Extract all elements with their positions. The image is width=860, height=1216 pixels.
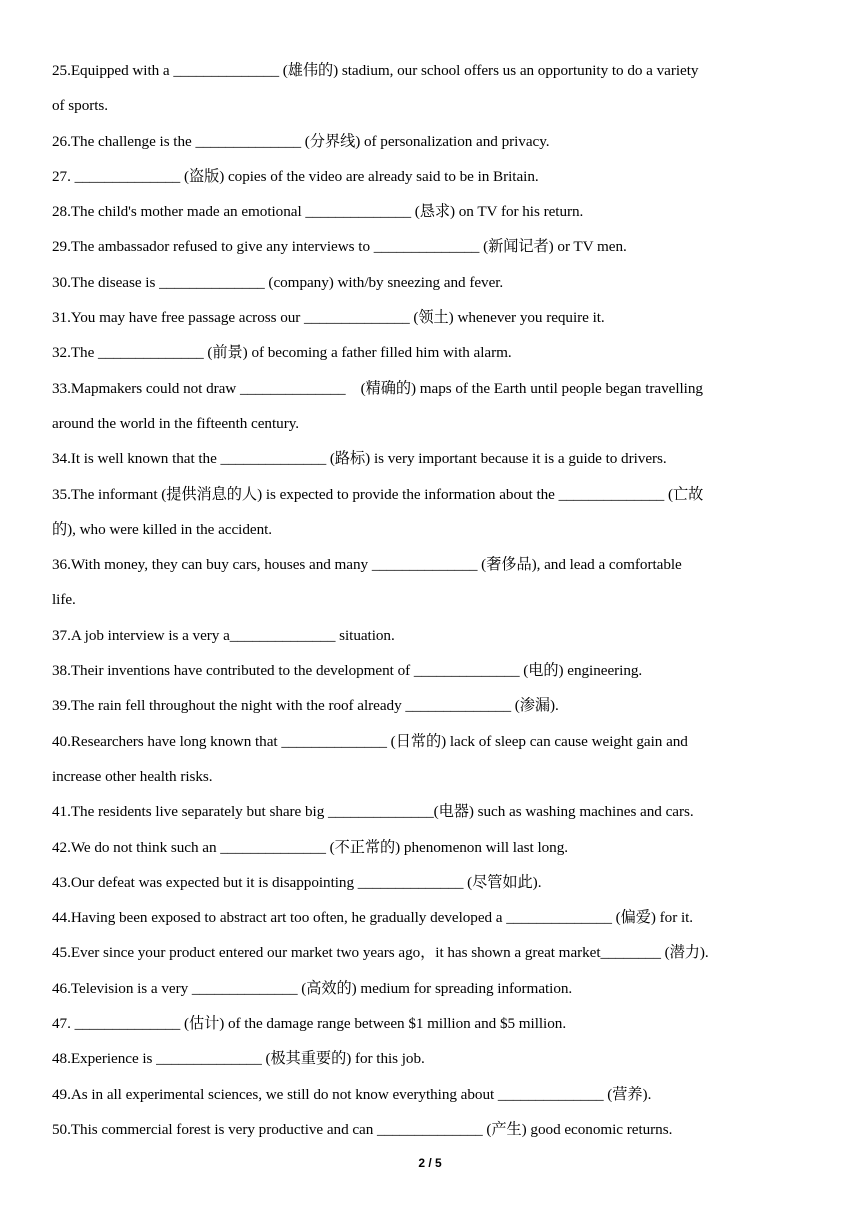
- text-line: 47. ______________ (估计) of the damage range between $1 million and $5 million.: [52, 1015, 567, 1033]
- text-line: 39.The rain fell throughout the night with the roof already ______________ (渗漏).: [52, 697, 559, 715]
- text-line: 32.The ______________ (前景) of becoming a father filled him with alarm.: [52, 344, 512, 362]
- text-line: 33.Mapmakers could not draw ______________ (精确的) maps of the Earth until people began travelling: [52, 379, 703, 397]
- text-line: 26.The challenge is the ______________ (分界线) of personalization and privacy.: [52, 132, 550, 150]
- text-line: 46.Television is a very ______________ (高效的) medium for spreading information.: [52, 979, 573, 997]
- text-line: around the world in the fifteenth century.: [52, 414, 300, 432]
- text-line: 40.Researchers have long known that ______________ (日常的) lack of sleep can cause weight gain and: [52, 732, 688, 750]
- page-number: 2 / 5: [418, 1156, 442, 1170]
- text-line: 36.With money, they can buy cars, houses and many ______________ (奢侈品), and lead a comfortable: [52, 556, 682, 574]
- text-line: 28.The child's mother made an emotional ______________ (恳求) on TV for his return.: [52, 203, 584, 221]
- text-line: 31.You may have free passage across our ______________ (领土) whenever you require it.: [52, 309, 605, 327]
- text-line: 30.The disease is ______________ (company) with/by sneezing and fever.: [52, 273, 504, 291]
- text-line: 27. ______________ (盗版) copies of the video are already said to be in Britain.: [52, 167, 539, 185]
- text-line: 37.A job interview is a very a______________ situation.: [52, 626, 395, 644]
- text-line: 38.Their inventions have contributed to the development of ______________ (电的) engineering.: [52, 662, 643, 680]
- text-line: 25.Equipped with a ______________ (雄伟的) stadium, our school offers us an opportunity to do a variety: [52, 62, 699, 79]
- text-line: 42.We do not think such an ______________ (不正常的) phenomenon will last long.: [52, 838, 568, 856]
- text-line: increase other health risks.: [52, 767, 213, 785]
- text-line: 29.The ambassador refused to give any interviews to ______________ (新闻记者) or TV men.: [52, 238, 627, 256]
- text-line: life.: [52, 591, 76, 609]
- text-line: 48.Experience is ______________ (极其重要的) for this job.: [52, 1050, 425, 1068]
- text-line: 的), who were killed in the accident.: [52, 520, 273, 538]
- document-body: [52, 53, 812, 1147]
- text-line: 34.It is well known that the ______________ (路标) is very important because it is a guide to drivers.: [52, 450, 667, 468]
- text-line: 49.As in all experimental sciences, we still do not know everything about ______________ (营养).: [52, 1085, 652, 1103]
- text-line: 45.Ever since your product entered our market two years ago，it has shown a great market________ (潜力).: [52, 944, 709, 962]
- text-line: 50.This commercial forest is very productive and can ______________ (产生) good economic returns.: [52, 1120, 673, 1138]
- text-line: 44.Having been exposed to abstract art too often, he gradually developed a ______________ (偏爱) for it.: [52, 909, 694, 927]
- text-line: 41.The residents live separately but share big ______________(电器) such as washing machines and cars.: [52, 803, 694, 821]
- text-line: 43.Our defeat was expected but it is disappointing ______________ (尽管如此).: [52, 873, 542, 891]
- text-line: of sports.: [52, 97, 109, 115]
- text-line: 35.The informant (提供消息的人) is expected to provide the information about the ______________ (亡故: [52, 485, 704, 503]
